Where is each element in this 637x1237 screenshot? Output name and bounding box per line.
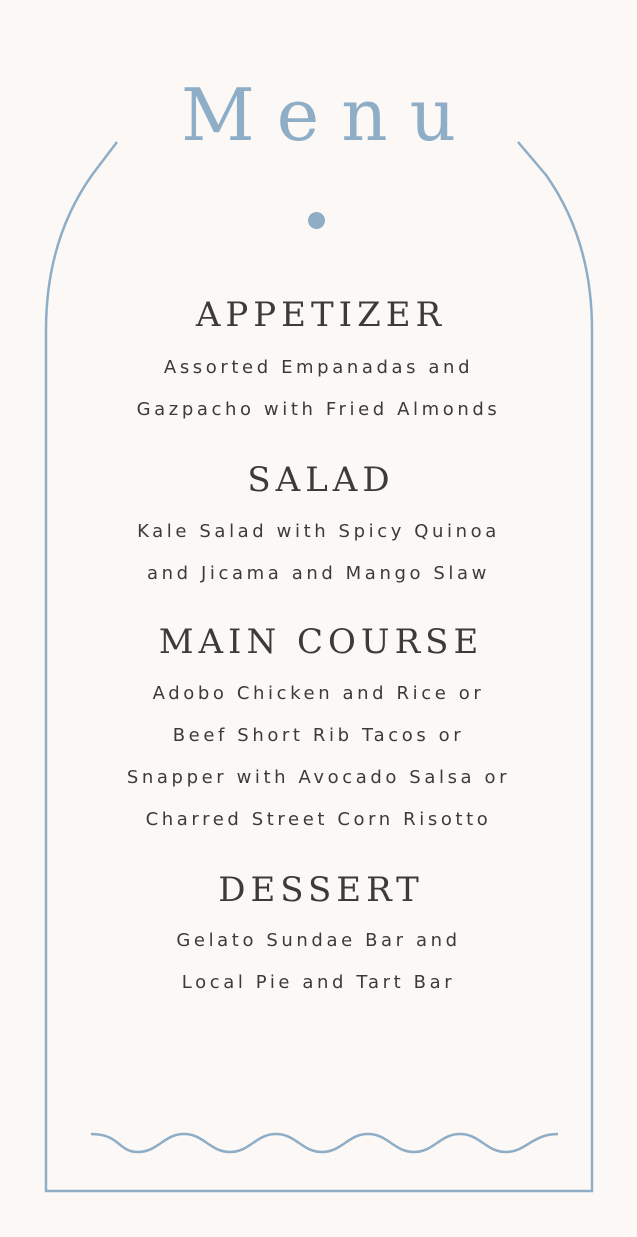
wave-ornament <box>91 1134 558 1152</box>
menu-item: Beef Short Rib Tacos or <box>172 725 465 746</box>
section-title-salad: SALAD <box>247 460 395 500</box>
section-items-salad <box>0 511 637 595</box>
menu-item: Adobo Chicken and Rice or <box>152 683 485 704</box>
section-items-main-course <box>0 673 637 841</box>
menu-item: and Jicama and Mango Slaw <box>146 563 490 584</box>
section-items-dessert <box>0 920 637 1004</box>
menu-item: Snapper with Avocado Salsa or <box>126 767 511 788</box>
menu-item: Assorted Empanadas and <box>163 357 474 378</box>
section-title-main-course: MAIN COURSE <box>158 622 484 662</box>
menu-item: Local Pie and Tart Bar <box>181 972 456 993</box>
accent-dot <box>308 212 325 229</box>
section-title-appetizer: APPETIZER <box>195 295 447 335</box>
menu-item: Gelato Sundae Bar and <box>176 930 461 951</box>
section-title-dessert: DESSERT <box>218 870 424 910</box>
menu-item: Kale Salad with Spicy Quinoa <box>137 521 500 542</box>
menu-item: Gazpacho with Fried Almonds <box>136 399 501 420</box>
section-items-appetizer <box>0 347 637 431</box>
menu-title: Menu <box>180 73 479 157</box>
menu-item: Charred Street Corn Risotto <box>145 809 492 830</box>
